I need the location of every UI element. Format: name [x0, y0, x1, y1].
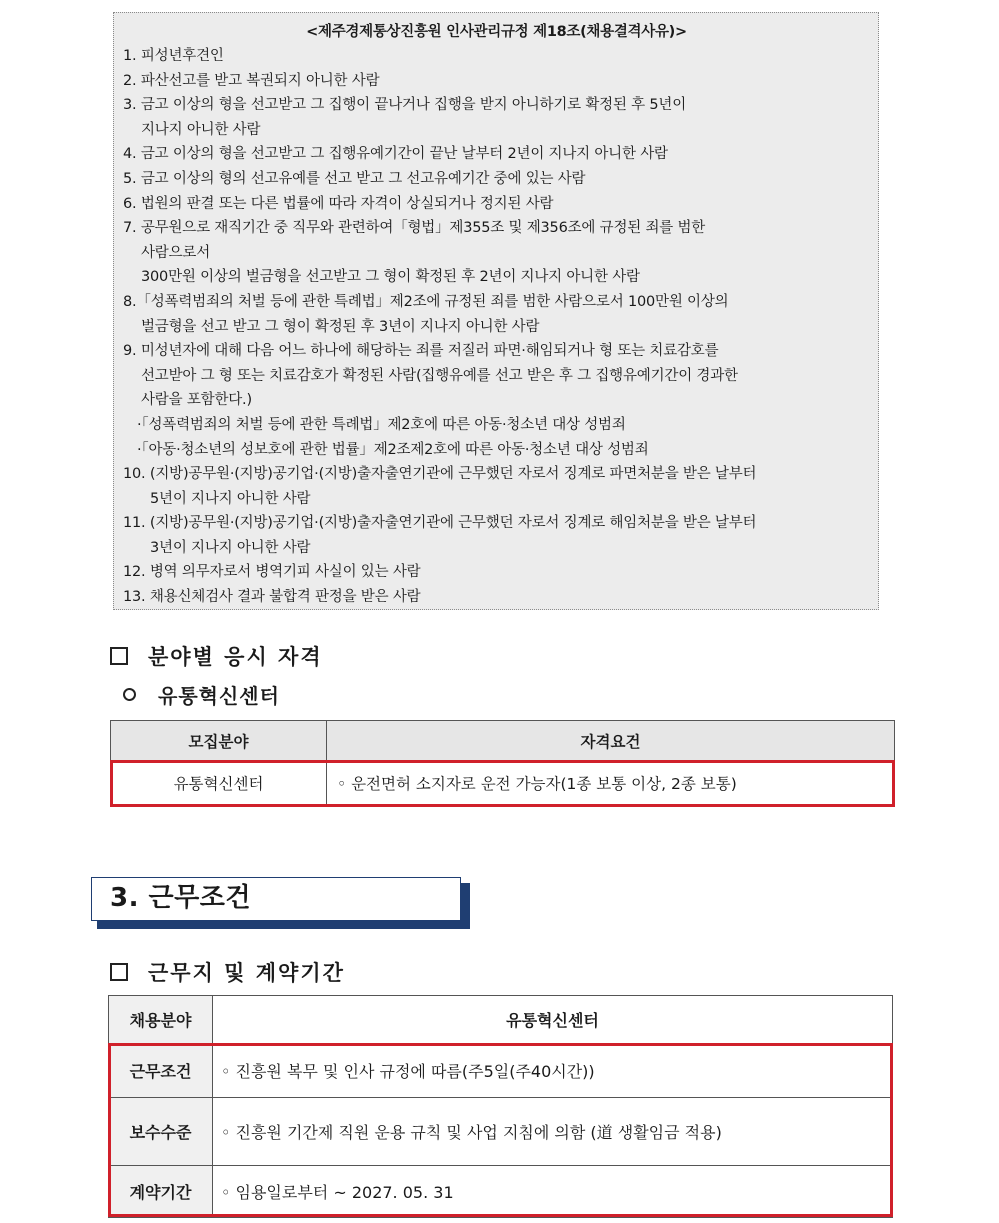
table-row: [109, 1098, 893, 1166]
regulation-line: 11. (지방)공무원·(지방)공기업·(지방)출자출연기관에 근무했던 자로서 징계로 해임처분을 받은 날부터: [123, 515, 757, 532]
regulation-line: 5. 금고 이상의 형의 선고유예를 선고 받고 그 선고유예기간 중에 있는 사람: [123, 170, 586, 187]
regulation-line: 9. 미성년자에 대해 다음 어느 하나에 해당하는 죄를 저질러 파면·해임되거나 형 또는 치료감호를: [123, 343, 719, 360]
work-location-heading: [110, 957, 345, 987]
table-cell: ◦ 진흥원 기간제 직원 운용 규칙 및 사업 지침에 의함 (道 생활임금 적용): [213, 1098, 893, 1166]
regulation-line: ·「성폭력범죄의 처벌 등에 관한 특례법」제2호에 따른 아동·청소년 대상 성범죄: [137, 416, 626, 433]
regulation-line: 13. 채용신체검사 결과 불합격 판정을 받은 사람: [123, 589, 421, 606]
section-title: 3. 근무조건: [91, 877, 461, 921]
table-header-cell: 유통혁신센터: [213, 996, 893, 1044]
regulation-line: 3년이 지나지 아니한 사람: [150, 539, 311, 556]
qualifications-heading: [110, 641, 323, 671]
qualifications-table: [110, 720, 895, 805]
circle-bullet-icon: [123, 688, 136, 701]
table-row: [111, 761, 895, 805]
square-bullet-icon: [110, 647, 128, 665]
regulation-line: 6. 법원의 판결 또는 다른 법률에 따라 자격이 상실되거나 정지된 사람: [123, 195, 554, 212]
regulation-line: 벌금형을 선고 받고 그 형이 확정된 후 3년이 지나지 아니한 사람: [141, 318, 540, 335]
table-header-cell: 자격요건: [327, 721, 895, 761]
regulation-line: 4. 금고 이상의 형을 선고받고 그 집행유예기간이 끝난 날부터 2년이 지나지 아니한 사람: [123, 146, 668, 163]
table-cell: ◦ 진흥원 복무 및 인사 규정에 따름(주5일(주40시간)): [213, 1044, 893, 1098]
table-header-row: [111, 721, 895, 761]
table-header-cell: 모집분야: [111, 721, 327, 761]
regulation-line: 선고받아 그 형 또는 치료감호가 확정된 사람(집행유예를 선고 받은 후 그 집행유예기간이 경과한: [141, 367, 738, 384]
table-cell-label: 근무조건: [109, 1044, 213, 1098]
qualifications-subheading: [123, 680, 280, 709]
regulation-line: 8.「성폭력범죄의 처벌 등에 관한 특례법」제2조에 규정된 죄를 범한 사람으로서 100만원 이상의: [123, 293, 729, 310]
table-cell: 유통혁신센터: [111, 761, 327, 805]
work-conditions-table: [108, 995, 893, 1218]
regulation-line: 2. 파산선고를 받고 복권되지 아니한 사람: [123, 72, 380, 89]
regulation-line: 1. 피성년후견인: [123, 48, 224, 64]
regulation-line: 10. (지방)공무원·(지방)공기업·(지방)출자출연기관에 근무했던 자로서 징계로 파면처분을 받은 날부터: [123, 466, 757, 483]
table-row: [109, 1166, 893, 1218]
work-location-heading-text: 근무지 및 계약기간: [148, 961, 345, 985]
qualifications-heading-text: 분야별 응시 자격: [148, 645, 323, 669]
regulation-line: 사람으로서: [141, 244, 211, 261]
regulation-line: ·「아동·청소년의 성보호에 관한 법률」제2조제2호에 따른 아동·청소년 대상 성범죄: [137, 441, 649, 458]
qualifications-subheading-text: 유통혁신센터: [158, 684, 280, 708]
regulation-line: 300만원 이상의 벌금형을 선고받고 그 형이 확정된 후 2년이 지나지 아니한 사람: [141, 269, 640, 286]
table-cell-label: 보수수준: [109, 1098, 213, 1166]
table-cell: ◦ 임용일로부터 ~ 2027. 05. 31: [213, 1166, 893, 1218]
table-row: [109, 1044, 893, 1098]
square-bullet-icon: [110, 963, 128, 981]
regulation-line: 지나지 아니한 사람: [141, 121, 261, 138]
regulation-box: [113, 12, 879, 610]
regulation-line: 3. 금고 이상의 형을 선고받고 그 집행이 끝나거나 집행을 받지 아니하기로 확정된 후 5년이: [123, 97, 687, 114]
table-header-row: [109, 996, 893, 1044]
regulation-line: 5년이 지나지 아니한 사람: [150, 490, 311, 507]
table-header-cell: 채용분야: [109, 996, 213, 1044]
regulation-line: 7. 공무원으로 재직기간 중 직무와 관련하여「형법」제355조 및 제356조에 규정된 죄를 범한: [123, 220, 706, 237]
regulation-line: 사람을 포함한다.): [141, 392, 252, 409]
regulation-title: <제주경제통상진흥원 인사관리규정 제18조(채용결격사유)>: [306, 24, 687, 40]
table-cell-label: 계약기간: [109, 1166, 213, 1218]
regulation-line: 12. 병역 의무자로서 병역기피 사실이 있는 사람: [123, 564, 421, 581]
table-cell: ◦ 운전면허 소지자로 운전 가능자(1종 보통 이상, 2종 보통): [327, 761, 895, 805]
